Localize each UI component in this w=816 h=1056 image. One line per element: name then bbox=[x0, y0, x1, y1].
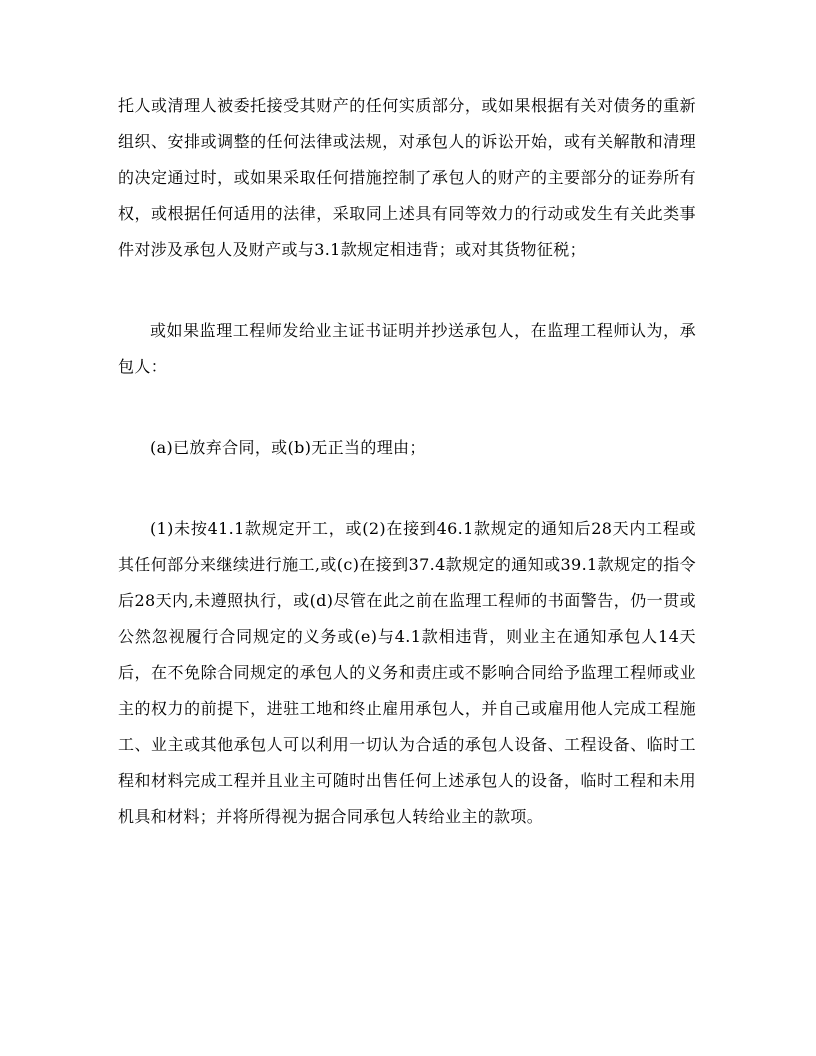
paragraph-2: 或如果监理工程师发给业主证书证明并抄送承包人，在监理工程师认为，承包人： bbox=[118, 321, 696, 376]
document-page bbox=[118, 88, 696, 835]
paragraph-3: (a)已放弃合同，或(b)无正当的理由； bbox=[150, 438, 426, 457]
paragraph-1: 托人或清理人被委托接受其财产的任何实质部分，或如果根据有关对债务的重新组织、安排或调整的任何法律或法规，对承包人的诉讼开始，或有关解散和清理的决定通过时，或如果采取任何措施控制了承包人的财产的主要部分的证券所有权，或根据任何适用的法律，采取同上述具有同等效力的行动或发生有关此类事件对涉及承包人及财产或与3.1款规定相违背；或对其货物征税； bbox=[118, 96, 696, 259]
paragraph-4: (1)未按41.1款规定开工，或(2)在接到46.1款规定的通知后28天内工程或其任何部分来继续进行施工,或(c)在接到37.4款规定的通知或39.1款规定的指令后28天内,未遵照执行，或(d)尽管在此之前在监理工程师的书面警告，仍一贯或公然忽视履行合同规定的义务或(e)与4.1款相违背，则业主在通知承包人14天后，在不免除合同规定的承包人的义务和责庄或不影响合同给予监理工程师或业主的权力的前提下，进驻工地和终止雇用承包人，并自己或雇用他人完成工程施工、业主或其他承包人可以利用一切认为合适的承包人设备、工程设备、临时工程和材料完成工程并且业主可随时出售任何上述承包人的设备，临时工程和未用机具和材料；并将所得视为据合同承包人转给业主的款项。 bbox=[118, 519, 696, 826]
